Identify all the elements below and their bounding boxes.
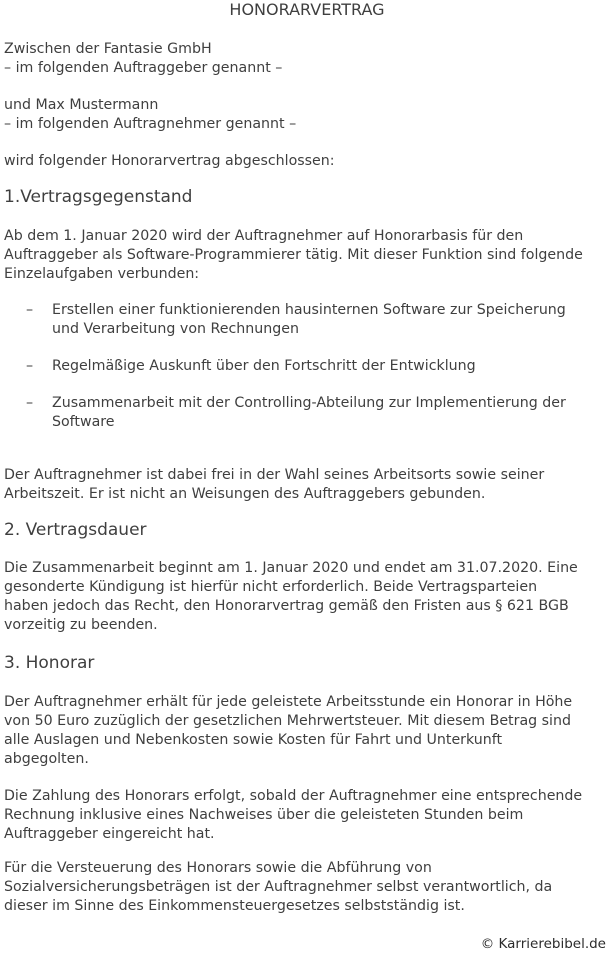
list-item-line: Erstellen einer funktionierenden hausinternen Software zur Speicherung — [52, 302, 566, 318]
section2-paragraph-line: vorzeitig zu beenden. — [4, 617, 158, 633]
list-bullet-dash: – — [26, 395, 34, 411]
section3-paragraph-line: von 50 Euro zuzüglich der gesetzlichen Mehrwertsteuer. Mit diesem Betrag sind — [4, 713, 571, 729]
section1-paragraph-line: Auftraggeber als Software-Programmierer tätig. Mit dieser Funktion sind folgende — [4, 247, 583, 263]
section-heading-subject: 1.Vertragsgegenstand — [4, 187, 193, 207]
list-item-line: Software — [52, 414, 115, 430]
section1-closing-line: Der Auftragnehmer ist dabei frei in der Wahl seines Arbeitsorts sowie seiner — [4, 467, 545, 483]
section3-paragraph-line: Die Zahlung des Honorars erfolgt, sobald der Auftragnehmer eine entsprechende — [4, 788, 583, 804]
section-heading-duration: 2. Vertragsdauer — [4, 520, 147, 540]
document-title: HONORARVERTRAG — [229, 0, 385, 19]
list-bullet-dash: – — [26, 358, 34, 374]
section2-paragraph-line: haben jedoch das Recht, den Honorarvertrag gemäß den Fristen aus § 621 BGB — [4, 598, 569, 614]
section3-paragraph-line: Für die Versteuerung des Honorars sowie die Abführung von — [4, 860, 432, 876]
section1-closing-line: Arbeitszeit. Er ist nicht an Weisungen des Auftraggebers gebunden. — [4, 486, 486, 502]
list-bullet-dash: – — [26, 302, 34, 318]
contract-intro: wird folgender Honorarvertrag abgeschlossen: — [4, 153, 335, 169]
section3-paragraph-line: alle Auslagen und Nebenkosten sowie Kosten für Fahrt und Unterkunft — [4, 732, 503, 748]
section3-paragraph-line: Rechnung inklusive eines Nachweises über die geleisteten Stunden beim — [4, 807, 524, 823]
party-client-note: – im folgenden Auftraggeber genannt – — [4, 60, 283, 76]
party-contractor-note: – im folgenden Auftragnehmer genannt – — [4, 116, 297, 132]
copyright-footer: © Karrierebibel.de — [480, 936, 606, 952]
section1-paragraph-line: Einzelaufgaben verbunden: — [4, 266, 200, 282]
section3-paragraph-line: Sozialversicherungsbeträgen ist der Auftragnehmer selbst verantwortlich, da — [4, 879, 553, 895]
section-heading-fee: 3. Honorar — [4, 653, 95, 673]
party-contractor: und Max Mustermann — [4, 97, 159, 113]
section3-paragraph-line: Auftraggeber eingereicht hat. — [4, 826, 215, 842]
section2-paragraph-line: gesonderte Kündigung ist hierfür nicht erforderlich. Beide Vertragsparteien — [4, 579, 538, 595]
section1-paragraph-line: Ab dem 1. Januar 2020 wird der Auftragnehmer auf Honorarbasis für den — [4, 228, 524, 244]
list-item-line: Regelmäßige Auskunft über den Fortschritt der Entwicklung — [52, 358, 476, 374]
list-item-line: Zusammenarbeit mit der Controlling-Abteilung zur Implementierung der — [52, 395, 566, 411]
section3-paragraph-line: Der Auftragnehmer erhält für jede geleistete Arbeitsstunde ein Honorar in Höhe — [4, 694, 573, 710]
section2-paragraph-line: Die Zusammenarbeit beginnt am 1. Januar 2020 und endet am 31.07.2020. Eine — [4, 560, 578, 576]
section3-paragraph-line: dieser im Sinne des Einkommensteuergesetzes selbstständig ist. — [4, 898, 465, 914]
list-item-line: und Verarbeitung von Rechnungen — [52, 321, 299, 337]
party-client: Zwischen der Fantasie GmbH — [4, 41, 212, 57]
section3-paragraph-line: abgegolten. — [4, 751, 89, 767]
